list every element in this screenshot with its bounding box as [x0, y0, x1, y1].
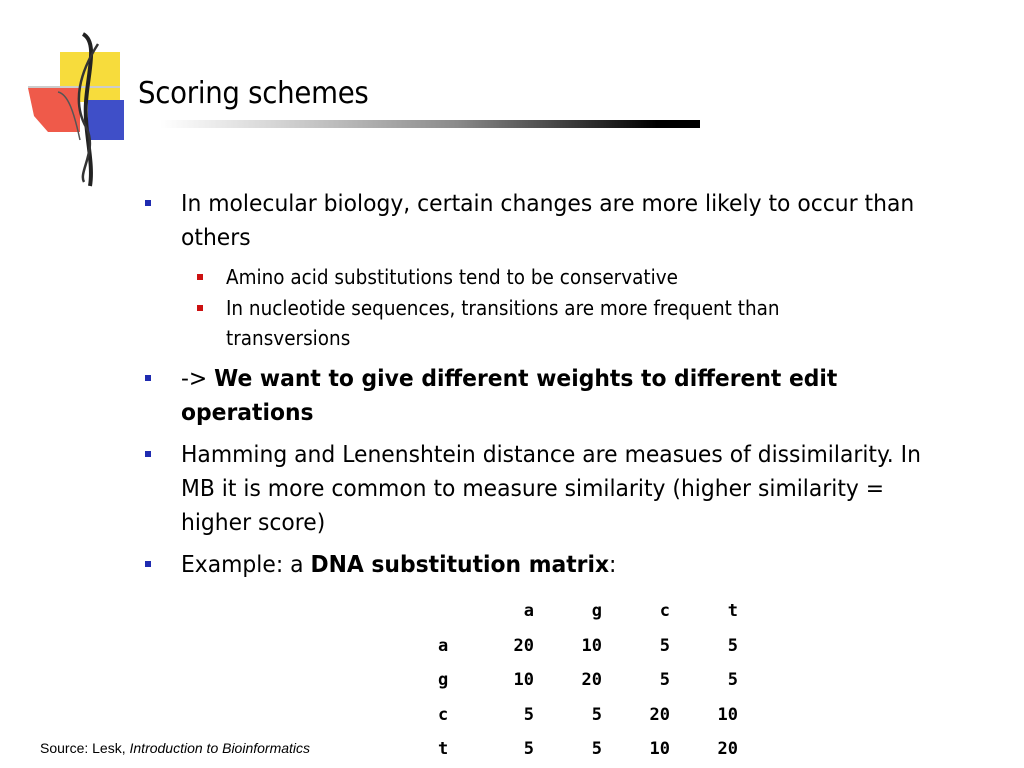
- bullet-marker: [145, 561, 151, 567]
- matrix-column-header: t: [727, 601, 738, 622]
- bullet-marker: [145, 375, 151, 381]
- matrix-row-label: g: [438, 670, 449, 691]
- matrix-row: [424, 732, 738, 767]
- bullet-item: [140, 186, 980, 254]
- matrix-cell: 5: [659, 635, 670, 656]
- matrix-cell: 10: [649, 739, 670, 760]
- bullet-prefix: ->: [181, 364, 215, 392]
- bullet-prefix: Example: a: [181, 550, 311, 578]
- sub-bullet-item: [140, 293, 980, 353]
- bullet-suffix: :: [609, 550, 617, 578]
- matrix-cell: 5: [659, 670, 670, 691]
- matrix-column-header: c: [659, 601, 670, 622]
- matrix-row: [424, 663, 738, 698]
- matrix-row-label: t: [438, 739, 449, 760]
- matrix-cell: 10: [513, 670, 534, 691]
- source-citation: [40, 740, 310, 756]
- source-book-title: Introduction to Bioinformatics: [129, 740, 311, 756]
- bullet-bold-text: DNA substitution matrix: [310, 550, 610, 578]
- slide-logo-graphic: [28, 32, 128, 188]
- matrix-cell: 10: [581, 635, 602, 656]
- bullet-list: [140, 186, 980, 589]
- matrix-column-header: g: [591, 601, 602, 622]
- slide-title: Scoring schemes: [138, 76, 369, 111]
- bullet-bold-text: We want to give different weights to different edit operations: [181, 364, 838, 426]
- bullet-item: [140, 547, 980, 581]
- matrix-cell: 5: [523, 704, 534, 725]
- sub-bullet-marker: [197, 305, 203, 311]
- matrix-cell: 5: [591, 704, 602, 725]
- bullet-marker: [145, 200, 151, 206]
- matrix-cell: 20: [581, 670, 602, 691]
- bullet-item: [140, 361, 980, 429]
- matrix-cell: 5: [727, 670, 738, 691]
- sub-bullet-text: In nucleotide sequences, transitions are more frequent than transversions: [226, 296, 780, 350]
- matrix-cell: 20: [717, 739, 738, 760]
- matrix-cell: 5: [591, 739, 602, 760]
- matrix-row-label: c: [438, 704, 449, 725]
- sub-bullet-text: Amino acid substitutions tend to be conservative: [226, 265, 678, 289]
- matrix-cell: 20: [513, 635, 534, 656]
- source-prefix: Source: Lesk,: [40, 740, 130, 756]
- bullet-marker: [145, 451, 151, 457]
- bullet-text: In molecular biology, certain changes are more likely to occur than others: [181, 189, 915, 251]
- matrix-cell: 20: [649, 704, 670, 725]
- matrix-row: [424, 698, 738, 733]
- sub-bullet-item: [140, 262, 980, 292]
- matrix-row: [424, 629, 738, 664]
- matrix-column-header: a: [523, 601, 534, 622]
- matrix-cell: 5: [727, 635, 738, 656]
- matrix-cell: 5: [523, 739, 534, 760]
- sub-bullet-marker: [197, 274, 203, 280]
- bullet-item: [140, 437, 980, 539]
- bullet-text: Hamming and Lenenshtein distance are measues of dissimilarity. In MB it is more common to measure similarity (higher similarity = higher score): [181, 440, 921, 536]
- title-underline: [160, 120, 700, 128]
- matrix-header-row: [424, 594, 738, 629]
- matrix-cell: 10: [717, 704, 738, 725]
- dna-substitution-matrix: [424, 594, 738, 767]
- matrix-row-label: a: [438, 635, 449, 656]
